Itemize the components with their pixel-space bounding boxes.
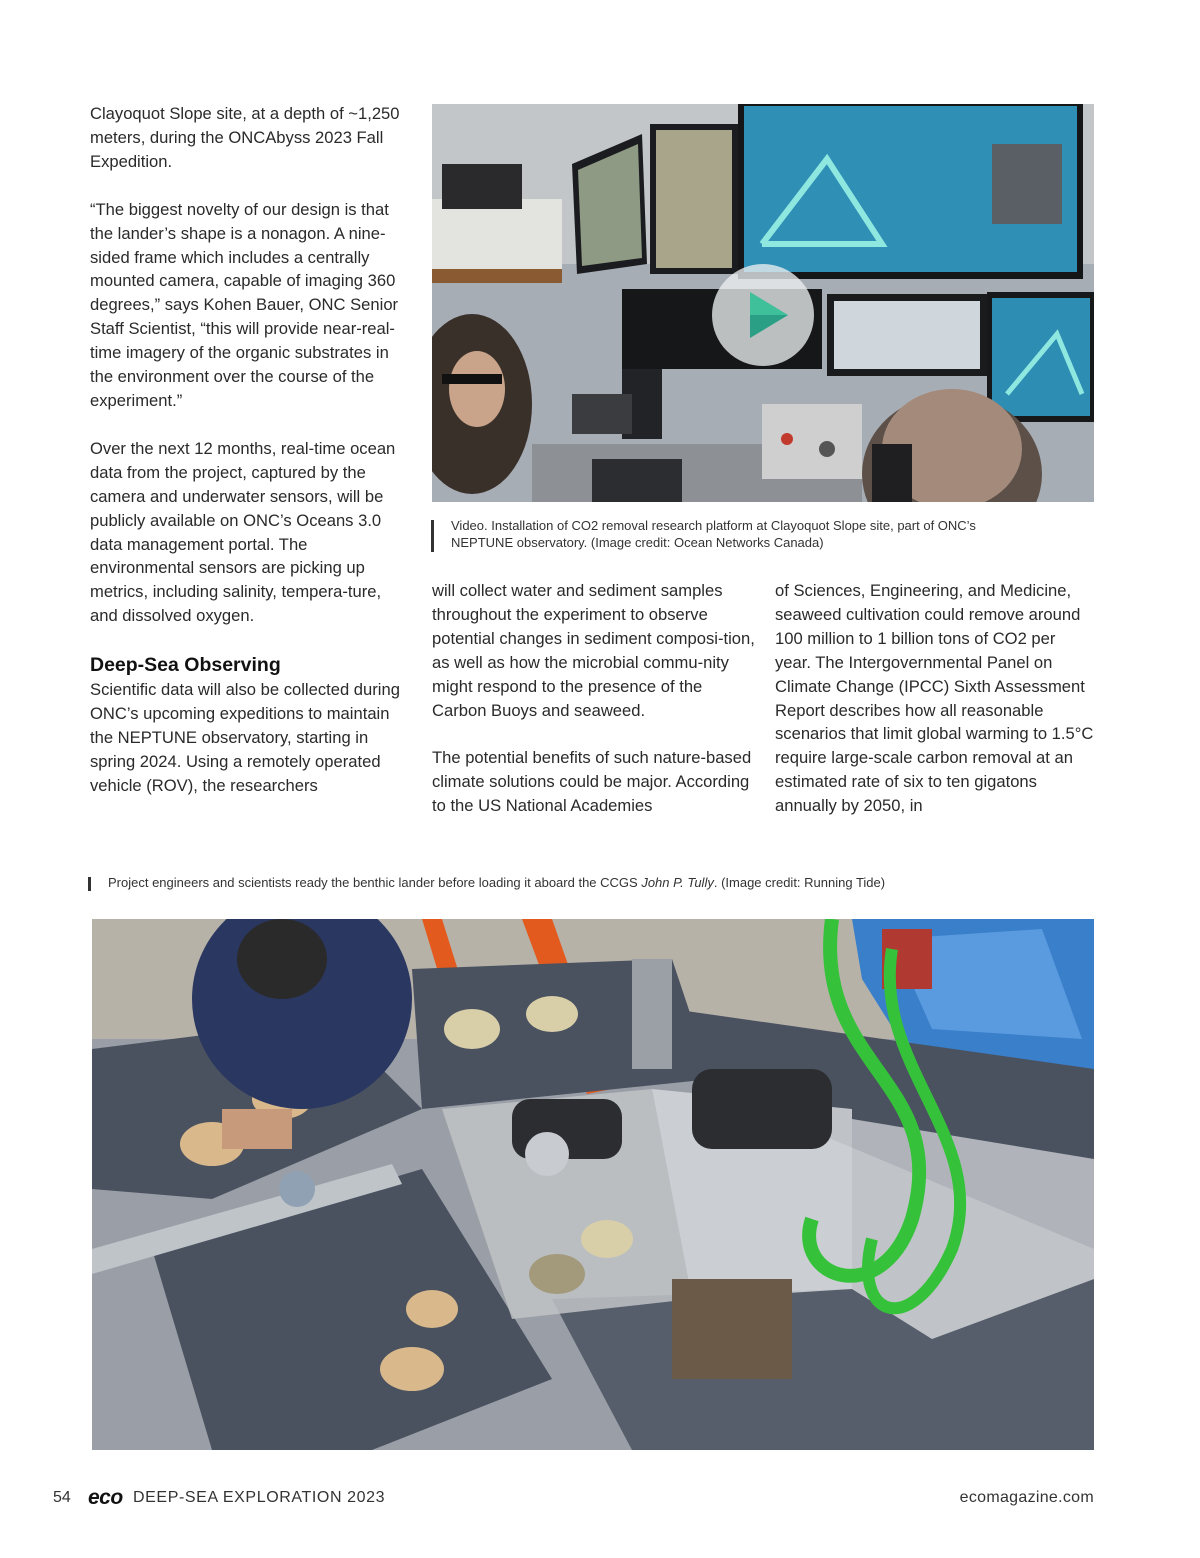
paragraph: of Sciences, Engineering, and Medicine, seaweed cultivation could remove around 100 million to 1 billion tons of CO2 per year. The Intergovernmental Panel on Climate Change (IPCC) Sixth Assessment Report describes how all reasonable scenarios that limit global warming to 1.5°C require large-scale carbon removal at an estimated rate of six to ten gigatons annually by 2050, in xyxy=(775,581,1094,816)
caption-text: Project engineers and scientists ready the benthic lander before loading it aboard the CCGS xyxy=(108,875,642,890)
lander-photo xyxy=(92,919,1094,1450)
play-icon xyxy=(712,264,814,366)
paragraph: Clayoquot Slope site, at a depth of ~1,250 meters, during the ONCAbyss 2023 Fall Expedition. xyxy=(90,104,400,171)
video-player[interactable] xyxy=(432,104,1094,502)
section-heading: Deep-Sea Observing xyxy=(90,654,281,677)
video-caption: Video. Installation of CO2 removal research platform at Clayoquot Slope site, part of ONC’s NEPTUNE observatory. (Image credit: Ocean Networks Canada) xyxy=(451,518,976,550)
website-link[interactable]: ecomagazine.com xyxy=(959,1489,1094,1506)
caption-bar xyxy=(88,877,91,891)
article-column-3 xyxy=(775,579,1095,818)
paragraph: Scientific data will also be collected during ONC’s upcoming expeditions to maintain the NEPTUNE observatory, starting in spring 2024. Using a remotely operated vehicle (ROV), the researchers xyxy=(90,680,400,795)
paragraph: “The biggest novelty of our design is that the lander’s shape is a nonagon. A nine-sided frame which includes a centrally mounted camera, capable of imaging 360 degrees,” says Kohen Bauer, ONC Senior Staff Scientist, “this will provide near-real-time imagery of the organic substrates in the environment over the course of the experiment.” xyxy=(90,199,399,410)
photo-caption xyxy=(108,874,1108,891)
paragraph: The potential benefits of such nature-based climate solutions could be major. According to the US National Academies xyxy=(432,748,752,816)
article-column-1 xyxy=(90,102,408,798)
paragraph: will collect water and sediment samples throughout the experiment to observe potential changes in sediment composi-tion, as well as how the microbial commu-nity might respond to the presence of the Carbon Buoys and seaweed. xyxy=(432,581,755,720)
article-column-2 xyxy=(432,579,757,818)
eco-logo: eco xyxy=(88,1486,123,1509)
page-number: 54 xyxy=(53,1489,71,1506)
caption-bar xyxy=(431,520,434,552)
page-footer xyxy=(53,1488,1094,1510)
ship-name: John P. Tully xyxy=(641,875,714,890)
paragraph: Over the next 12 months, real-time ocean data from the project, captured by the camera and underwater sensors, will be publicly available on ONC’s Oceans 3.0 data management portal. The environmental sensors are picking up metrics, including salinity, tempera-ture, and dissolved oxygen. xyxy=(90,438,396,626)
lander-image xyxy=(92,919,1094,1450)
publication-title: DEEP-SEA EXPLORATION 2023 xyxy=(133,1489,386,1506)
play-button[interactable] xyxy=(712,264,814,366)
caption-credit: . (Image credit: Running Tide) xyxy=(713,875,886,890)
